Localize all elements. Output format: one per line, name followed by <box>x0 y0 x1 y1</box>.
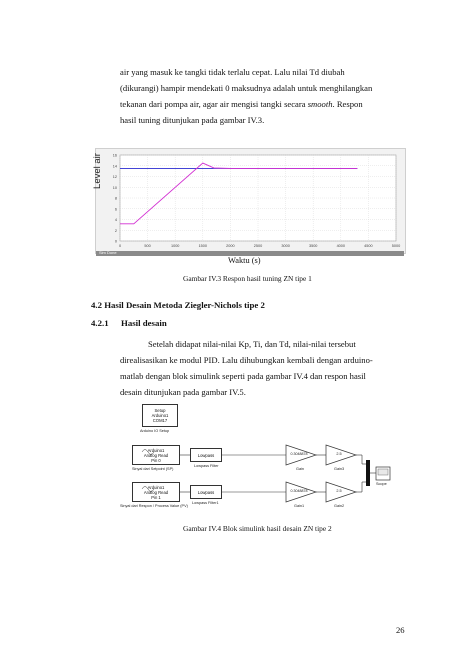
gain-3-caption: Gain3 <box>334 467 345 471</box>
page-number: 26 <box>396 625 405 635</box>
y-tick-label: 16 <box>112 153 117 158</box>
analog-1-line-3: Pin 0 <box>151 457 161 463</box>
gain-3-label: 2.5 <box>336 452 342 456</box>
x-tick-label: 1500 <box>198 244 208 248</box>
analog-1-line-1: Arduino1 <box>147 447 165 453</box>
paragraph-1 <box>120 64 406 128</box>
gain-2-caption: Gain1 <box>294 504 305 508</box>
subsection-number: 4.2.1 <box>91 318 109 328</box>
paragraph-2-line-4: desain ditunjukan pada gambar IV.5. <box>120 387 246 397</box>
lowpass-2-label: Lowpass <box>197 489 215 495</box>
paragraph-2-line-1-text: Setelah didapat nilai-nilai Kp, Ti, dan Td, nilai-nilai tersebut <box>148 339 356 349</box>
chart-y-axis-label: Level air <box>92 153 103 189</box>
y-tick-label: 0 <box>114 239 117 244</box>
paragraph-1-line-1: air yang masuk ke tangki tidak terlalu cepat. Lalu nilai Td diubah <box>120 67 345 77</box>
x-tick-label: 500 <box>144 244 151 248</box>
response-chart-svg <box>96 149 405 253</box>
setup-block-line-2: Arduino1 <box>151 413 169 418</box>
y-tick-label: 8 <box>114 196 117 201</box>
arduino-io-setup-block[interactable] <box>142 404 178 427</box>
mux-block <box>366 460 370 486</box>
paragraph-2-line-3: matlab dengan blok simulink seperti pada gambar IV.4 dan respon hasil <box>120 371 366 381</box>
gain-4-caption: Gain2 <box>334 504 345 508</box>
analog-2-line-2: Analog Read <box>143 489 169 495</box>
paragraph-2-line-1 <box>120 336 406 352</box>
response-chart <box>95 148 406 254</box>
analog-read-block-2[interactable] <box>132 482 180 502</box>
x-tick-label: 4500 <box>364 244 373 248</box>
gain-2-label: 0.3048878 <box>290 489 308 493</box>
x-tick-label: 3000 <box>281 244 290 248</box>
figure-caption-2: Gambar IV.4 Blok simulink hasil desain ZN tipe 2 <box>183 524 332 533</box>
paragraph-1-line-4: hasil tuning ditunjukan pada gambar IV.3. <box>120 115 265 125</box>
y-tick-label: 14 <box>112 164 117 169</box>
x-tick-label: 1000 <box>170 244 180 248</box>
analog-read-1-caption: Sinyal dari Setpoint (SP) <box>132 467 174 471</box>
paragraph-1-line-3 <box>120 96 406 112</box>
analog-read-block-1[interactable] <box>132 445 180 465</box>
y-tick-label: 10 <box>112 185 117 190</box>
paragraph-1-line-2: (dikurangi) hampir mendekati 0 maksudnya adalah untuk menghilangkan <box>120 83 373 93</box>
x-tick-label: 5000 <box>391 244 401 248</box>
chart-status-text: Sim Done <box>99 250 117 255</box>
subsection-heading <box>91 318 167 328</box>
x-tick-label: 4000 <box>336 244 346 248</box>
paragraph-1-italic-word: smooth <box>307 99 333 109</box>
setup-block-line-1: Setup <box>154 408 166 413</box>
y-tick-label: 2 <box>114 228 117 233</box>
x-tick-label: 2000 <box>226 244 235 248</box>
gain-1-label: 0.3048878 <box>290 452 308 456</box>
y-tick-label: 4 <box>114 218 117 222</box>
subsection-title: Hasil desain <box>121 318 167 328</box>
setup-block-caption: Arduino IO Setup <box>140 429 170 433</box>
gain-1-caption: Gain <box>296 467 305 471</box>
y-tick-label: 6 <box>114 207 117 212</box>
analog-2-line-3: Pin 1 <box>151 494 161 500</box>
paragraph-1-line-3-text: tekanan dari pompa air, agar air mengisi tangki secara <box>120 99 308 109</box>
section-heading: 4.2 Hasil Desain Metoda Ziegler-Nichols tipe 2 <box>91 300 265 310</box>
figure-caption-1: Gambar IV.3 Respon hasil tuning ZN tipe 1 <box>183 274 312 283</box>
paragraph-1-line-3-end: . Respon <box>332 99 363 109</box>
analog-1-line-2: Analog Read <box>143 452 169 458</box>
setup-block-line-3: COM17 <box>152 418 168 423</box>
x-tick-label: 2500 <box>253 244 263 248</box>
lowpass-filter-block-2[interactable] <box>190 485 222 499</box>
y-tick-label: 12 <box>112 175 117 179</box>
simulink-diagram <box>118 398 408 508</box>
lowpass-1-caption: Lowpass Filter <box>194 464 219 468</box>
x-tick-label: 3500 <box>308 244 318 248</box>
lowpass-filter-block-1[interactable] <box>190 448 222 462</box>
lowpass-1-label: Lowpass <box>197 452 215 458</box>
analog-2-line-1: Arduino1 <box>147 484 165 490</box>
lowpass-2-caption: Lowpass Filter1 <box>192 501 219 505</box>
paragraph-2-line-2: direalisasikan ke modul PID. Lalu dihubungkan kembali dengan arduino- <box>120 355 373 365</box>
analog-read-2-caption: Sinyal dari Respon / Process Value (PV) <box>120 504 188 508</box>
paragraph-2 <box>120 336 406 400</box>
chart-x-axis-label: Waktu (s) <box>228 256 261 265</box>
x-tick-label: 0 <box>118 244 122 248</box>
gain-4-label: 2.5 <box>336 489 342 493</box>
scope-caption: Scope <box>376 482 387 486</box>
